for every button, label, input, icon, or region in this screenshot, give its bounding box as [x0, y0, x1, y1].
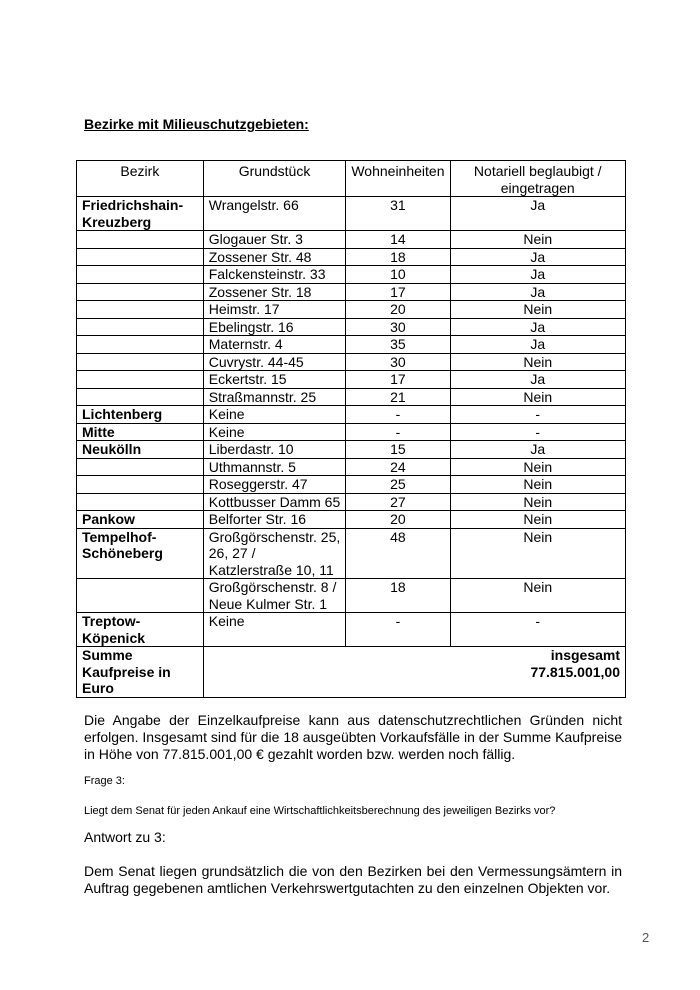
property-cell: Keine: [203, 423, 346, 441]
answer-text: Dem Senat liegen grundsätzlich die von den Bezirken bei den Vermessungsämtern in Auftrag gegebenen amtlichen Verkehrswertgutachten zu den einzelnen Objekten vor.: [84, 863, 622, 896]
property-cell: Uthmannstr. 5: [203, 458, 346, 476]
table-row: [77, 301, 626, 319]
property-cell: Ebelingstr. 16: [203, 318, 346, 336]
notarized-cell: Nein: [450, 476, 626, 494]
question-text: Liegt dem Senat für jeden Ankauf eine Wirtschaftlichkeitsberechnung des jeweiligen Bezirks vor?: [84, 805, 556, 817]
units-cell: 18: [346, 579, 450, 613]
notarized-cell: -: [450, 423, 626, 441]
notarized-cell: Nein: [450, 231, 626, 249]
table-header-row: [77, 161, 626, 197]
property-cell: Falckensteinstr. 33: [203, 266, 346, 284]
property-cell: Straßmannstr. 25: [203, 388, 346, 406]
table-row: [77, 493, 626, 511]
total-value: 77.815.001,00: [530, 663, 620, 680]
notarized-cell: Ja: [450, 441, 626, 459]
notarized-cell: Nein: [450, 528, 626, 579]
property-cell: Cuvrystr. 44-45: [203, 353, 346, 371]
district-cell: [77, 579, 204, 613]
property-cell: Zossener Str. 48: [203, 248, 346, 266]
table-row: [77, 336, 626, 354]
property-cell: Kottbusser Damm 65: [203, 493, 346, 511]
header-district: Bezirk: [77, 161, 204, 197]
notarized-cell: -: [450, 613, 626, 647]
units-cell: -: [346, 406, 450, 424]
header-units: Wohneinheiten: [346, 161, 450, 197]
units-cell: 35: [346, 336, 450, 354]
district-cell: [77, 476, 204, 494]
district-cell: [77, 283, 204, 301]
units-cell: 30: [346, 353, 450, 371]
header-notarized: Notariell beglaubigt / eingetragen: [450, 161, 626, 197]
notarized-cell: Ja: [450, 336, 626, 354]
property-cell: Eckertstr. 15: [203, 371, 346, 389]
table-row: [77, 476, 626, 494]
total-value-label: insgesamt: [550, 647, 620, 663]
units-cell: 15: [346, 441, 450, 459]
units-cell: 17: [346, 283, 450, 301]
district-cell: Neukölln: [77, 441, 204, 459]
table-row: [77, 371, 626, 389]
notarized-cell: Ja: [450, 283, 626, 301]
district-cell: [77, 388, 204, 406]
units-cell: 17: [346, 371, 450, 389]
units-cell: 18: [346, 248, 450, 266]
district-cell: Pankow: [77, 511, 204, 529]
district-cell: [77, 458, 204, 476]
units-cell: 21: [346, 388, 450, 406]
district-cell: Lichtenberg: [77, 406, 204, 424]
district-cell: Tempelhof-Schöneberg: [77, 528, 204, 579]
total-value-cell: [203, 647, 625, 698]
table-row: [77, 423, 626, 441]
units-cell: 14: [346, 231, 450, 249]
notarized-cell: Ja: [450, 197, 626, 231]
units-cell: 31: [346, 197, 450, 231]
district-cell: [77, 493, 204, 511]
notarized-cell: Nein: [450, 458, 626, 476]
property-cell: Roseggerstr. 47: [203, 476, 346, 494]
table-row: [77, 406, 626, 424]
notarized-cell: Ja: [450, 371, 626, 389]
notarized-cell: -: [450, 406, 626, 424]
property-cell: Belforter Str. 16: [203, 511, 346, 529]
table-row: [77, 353, 626, 371]
property-cell: Glogauer Str. 3: [203, 231, 346, 249]
district-cell: Mitte: [77, 423, 204, 441]
district-cell: [77, 301, 204, 319]
paragraph-prices: Die Angabe der Einzelkaufpreise kann aus datenschutzrechtlichen Gründen nicht erfolgen. Insgesamt sind für die 18 ausgeübten Vorkaufsfälle in der Summe Kaufpreise in Höhe von 77.815.001,00 € gezahlt worden bzw. werden noch fällig.: [84, 712, 622, 762]
notarized-cell: Nein: [450, 579, 626, 613]
district-cell: [77, 371, 204, 389]
table-row: [77, 528, 626, 579]
district-cell: [77, 318, 204, 336]
units-cell: 48: [346, 528, 450, 579]
units-cell: 10: [346, 266, 450, 284]
page-number: 2: [642, 930, 650, 945]
table-row: [77, 197, 626, 231]
district-cell: [77, 231, 204, 249]
table-row: [77, 266, 626, 284]
notarized-cell: Nein: [450, 353, 626, 371]
table-row: [77, 511, 626, 529]
units-cell: 27: [346, 493, 450, 511]
total-label: Summe Kaufpreise in Euro: [77, 647, 204, 698]
district-cell: Treptow-Köpenick: [77, 613, 204, 647]
property-cell: Liberdastr. 10: [203, 441, 346, 459]
table-row: [77, 231, 626, 249]
header-property: Grundstück: [203, 161, 346, 197]
units-cell: -: [346, 613, 450, 647]
district-cell: Friedrichshain-Kreuzberg: [77, 197, 204, 231]
property-cell: Heimstr. 17: [203, 301, 346, 319]
units-cell: 20: [346, 301, 450, 319]
notarized-cell: Nein: [450, 511, 626, 529]
table-row: [77, 318, 626, 336]
district-cell: [77, 336, 204, 354]
table-body: [77, 197, 626, 647]
property-cell: Wrangelstr. 66: [203, 197, 346, 231]
purchases-table: [76, 160, 626, 698]
notarized-cell: Nein: [450, 388, 626, 406]
notarized-cell: Ja: [450, 266, 626, 284]
section-heading: Bezirke mit Milieuschutzgebieten:: [84, 116, 309, 132]
property-cell: Keine: [203, 613, 346, 647]
notarized-cell: Nein: [450, 301, 626, 319]
units-cell: 24: [346, 458, 450, 476]
property-cell: Großgörschenstr. 25, 26, 27 / Katzlerstraße 10, 11: [203, 528, 346, 579]
property-cell: Großgörschenstr. 8 / Neue Kulmer Str. 1: [203, 579, 346, 613]
notarized-cell: Ja: [450, 318, 626, 336]
table-row: [77, 441, 626, 459]
district-cell: [77, 266, 204, 284]
question-label: Frage 3:: [84, 775, 125, 787]
district-cell: [77, 248, 204, 266]
total-row: [77, 647, 626, 698]
table-row: [77, 579, 626, 613]
table-row: [77, 388, 626, 406]
units-cell: 20: [346, 511, 450, 529]
units-cell: 25: [346, 476, 450, 494]
answer-label: Antwort zu 3:: [84, 829, 166, 845]
table-row: [77, 283, 626, 301]
property-cell: Keine: [203, 406, 346, 424]
units-cell: 30: [346, 318, 450, 336]
table-row: [77, 248, 626, 266]
table-row: [77, 613, 626, 647]
table-row: [77, 458, 626, 476]
property-cell: Maternstr. 4: [203, 336, 346, 354]
property-cell: Zossener Str. 18: [203, 283, 346, 301]
district-cell: [77, 353, 204, 371]
notarized-cell: Nein: [450, 493, 626, 511]
notarized-cell: Ja: [450, 248, 626, 266]
units-cell: -: [346, 423, 450, 441]
